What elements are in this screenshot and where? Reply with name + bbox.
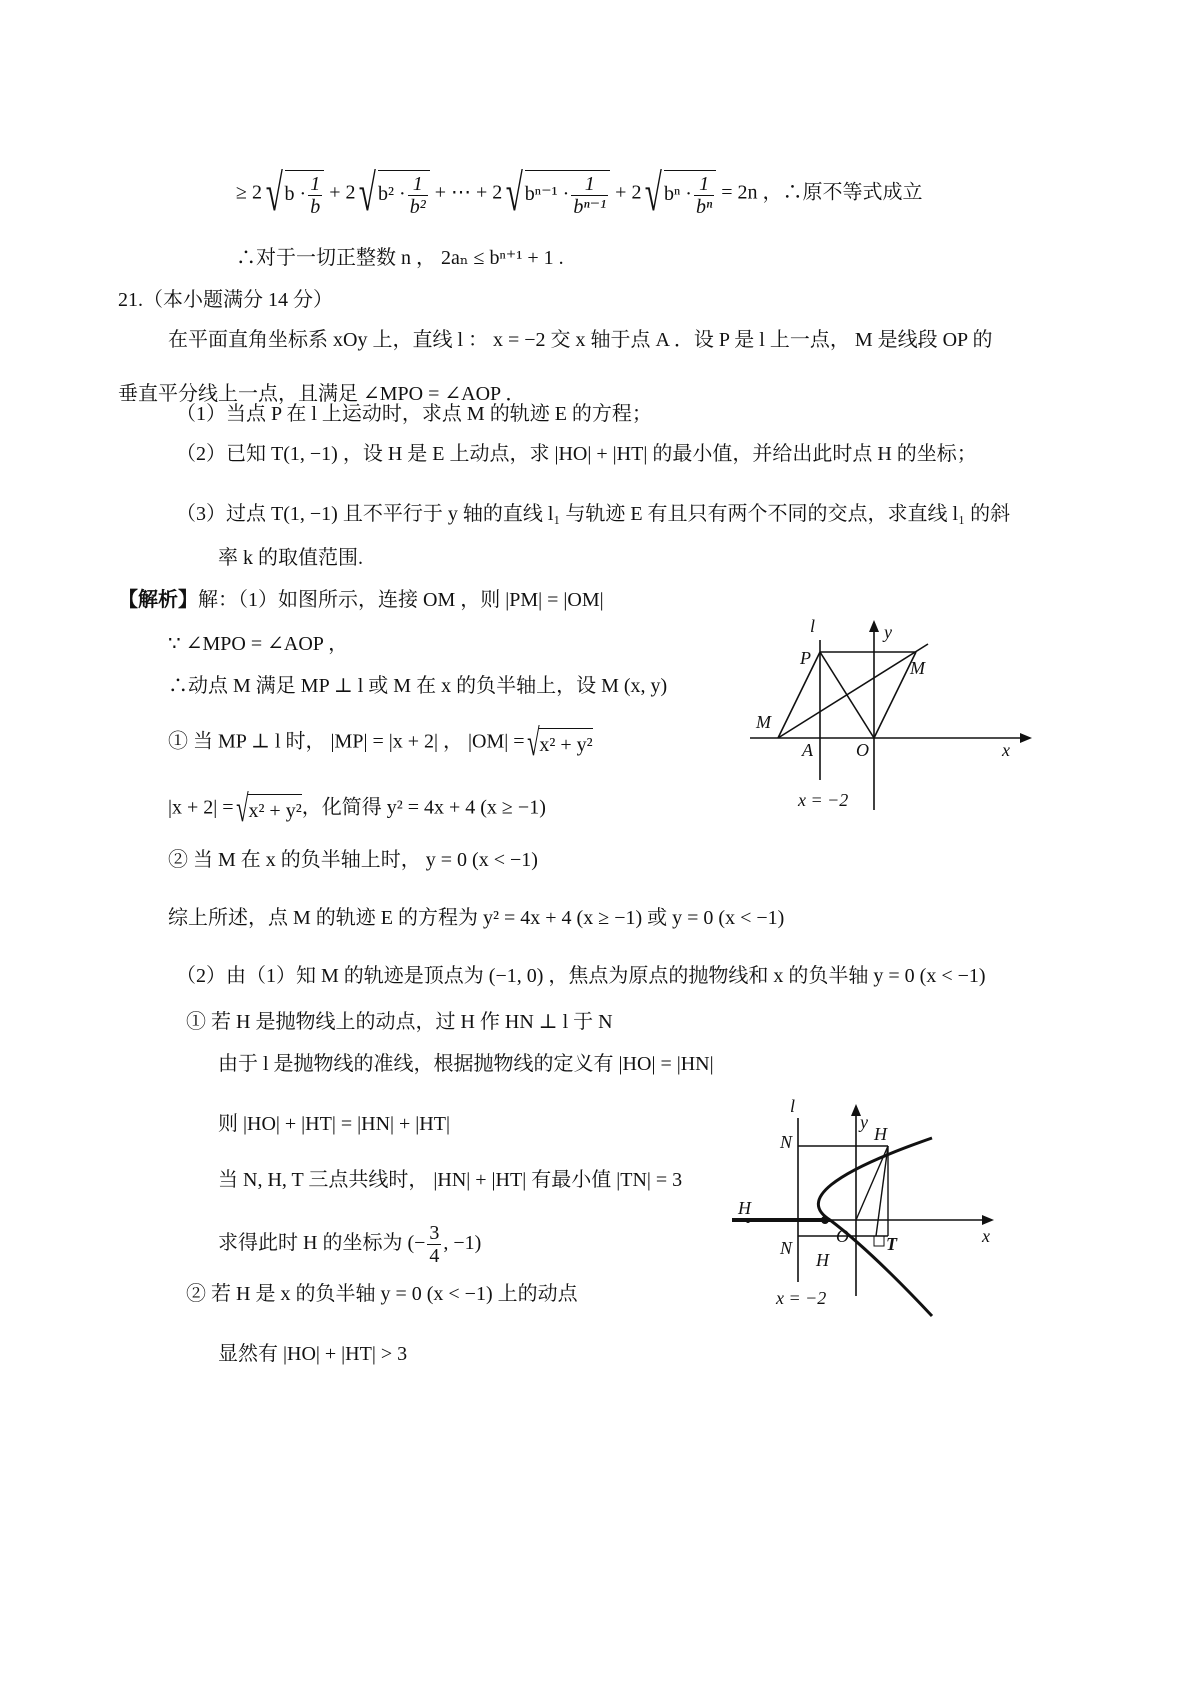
solution-heading: 【解析】: [118, 589, 198, 611]
part2-line-2: ① 若 H 是抛物线上的动点，过 H 作 HN ⊥ l 于 N: [186, 1011, 613, 1033]
x-axis-arrow-icon: [1020, 733, 1032, 743]
right-angle-marker: [874, 1236, 884, 1246]
inequality-tail: = 2n ，∴原不等式成立: [721, 181, 923, 204]
label-x: x: [1002, 740, 1010, 760]
part2-line-3: 由于 l 是抛物线的准线，根据抛物线的定义有 |HO| = |HN|: [218, 1053, 714, 1075]
x-axis-arrow-icon: [982, 1215, 994, 1225]
label-y: y: [884, 622, 892, 642]
solution-summary: 综上所述，点 M 的轨迹 E 的方程为 y² = 4x + 4 (x ≥ −1) 或 y = 0 (x < −1): [168, 907, 785, 929]
y-axis-arrow-icon: [869, 620, 879, 632]
part2-line-4: 则 |HO| + |HT| = |HN| + |HT|: [218, 1113, 450, 1135]
question-1: （1）当点 P 在 l 上运动时，求点 M 的轨迹 E 的方程；: [176, 403, 652, 425]
label-M-top: M: [910, 658, 925, 678]
radical-1: b · $\frac{1}{b}$: [285, 170, 325, 218]
solution-line-2: ∵ ∠MPO = ∠AOP ，: [168, 633, 349, 655]
part2-line-8: 显然有 |HO| + |HT| > 3: [218, 1343, 408, 1365]
question-2: （2）已知 T(1, −1) ，设 H 是 E 上动点，求 |HO| + |HT| 的最小值，并给出此时点 H 的坐标；: [176, 443, 977, 465]
label-H-left: H: [738, 1198, 751, 1218]
conclusion-line: ∴对于一切正整数 n ， 2aₙ ≤ bⁿ⁺¹ + 1 .: [236, 247, 564, 269]
problem-statement-1: 在平面直角坐标系 xOy 上，直线 l ： x = −2 交 x 轴于点 A ．设 P 是 l 上一点， M 是线段 OP 的: [168, 329, 993, 351]
part2-line-6: 求得此时 H 的坐标为 (− $\frac{3}{4}$ , −1): [218, 1222, 482, 1267]
figure-2-caption: x = −2: [776, 1288, 827, 1308]
part2-line-5: 当 N, H, T 三点共线时， |HN| + |HT| 有最小值 |TN| = 3: [218, 1169, 683, 1191]
part2-line-7: ② 若 H 是 x 的负半轴 y = 0 (x < −1) 上的动点: [186, 1283, 578, 1305]
label-O: O: [856, 740, 869, 760]
label-H-bottom: H: [816, 1250, 829, 1270]
solution-line-3: ∴动点 M 满足 MP ⊥ l 或 M 在 x 的负半轴上，设 M (x, y): [168, 675, 668, 697]
figure-1-caption: x = −2: [798, 790, 849, 810]
label-P: P: [800, 648, 811, 668]
figure-1: [740, 610, 1040, 820]
label-N-bottom: N: [780, 1238, 793, 1258]
label-l: l: [810, 616, 816, 636]
part2-line-1: （2）由（1）知 M 的轨迹是顶点为 (−1, 0) ，焦点为原点的抛物线和 x 的负半轴 y = 0 (x < −1): [176, 965, 986, 987]
problem-statement-2: 垂直平分线上一点，且满足 ∠MPO = ∠AOP ．: [118, 383, 526, 405]
figure-2: [720, 1090, 1020, 1330]
solution-line-4: ① 当 MP ⊥ l 时， |MP| = |x + 2| ， |OM| =√x² + y²: [168, 722, 593, 764]
label-N-top: N: [780, 1132, 793, 1152]
inequality-line: ≥ 2√b · $\frac{1}{b}$ + 2√b² · $\frac{1}{\text{b²}}$ + ⋯ + 2√bⁿ⁻¹ · $\frac{1}{\text{bⁿ⁻¹}}$ + 2√bⁿ · $\frac{1}{\text{bⁿ}}$ = 2n ，∴原不等式成立: [236, 165, 923, 222]
solution-line-5: |x + 2| =√x² + y²，化简得 y² = 4x + 4 (x ≥ −1): [168, 788, 546, 830]
figure-1-diagram: [740, 610, 1040, 820]
label-H-top: H: [874, 1124, 887, 1144]
solution-line-6: ② 当 M 在 x 的负半轴上时， y = 0 (x < −1): [168, 849, 538, 871]
vertex-point: [821, 1216, 829, 1224]
label-M-left: M: [756, 712, 771, 732]
question-3-cont: 率 k 的取值范围.: [218, 547, 363, 569]
label-l: l: [790, 1096, 796, 1116]
label-x: x: [982, 1226, 990, 1246]
point-H-left: [746, 1219, 750, 1223]
figure-2-diagram: [720, 1090, 1020, 1330]
problem-number: 21.（本小题满分 14 分）: [118, 289, 333, 311]
label-y: y: [860, 1112, 868, 1132]
question-3: （3）过点 T(1, −1) 且不平行于 y 轴的直线 l₁ 与轨迹 E 有且只有两个不同的交点，求直线 l₁ 的斜: [176, 503, 1011, 525]
label-T: T: [886, 1234, 897, 1254]
radical-2: b² · $\frac{1}{\text{b²}}$: [378, 170, 430, 218]
radical-3: bⁿ⁻¹ · $\frac{1}{\text{bⁿ⁻¹}}$: [525, 170, 610, 218]
label-A: A: [802, 740, 813, 760]
geq-two: ≥ 2: [236, 181, 262, 204]
radical-4: bⁿ · $\frac{1}{\text{bⁿ}}$: [664, 170, 716, 218]
label-O: O: [836, 1226, 849, 1246]
solution-line-1: 【解析】解：（1）如图所示，连接 OM ，则 |PM| = |OM|: [118, 589, 604, 611]
